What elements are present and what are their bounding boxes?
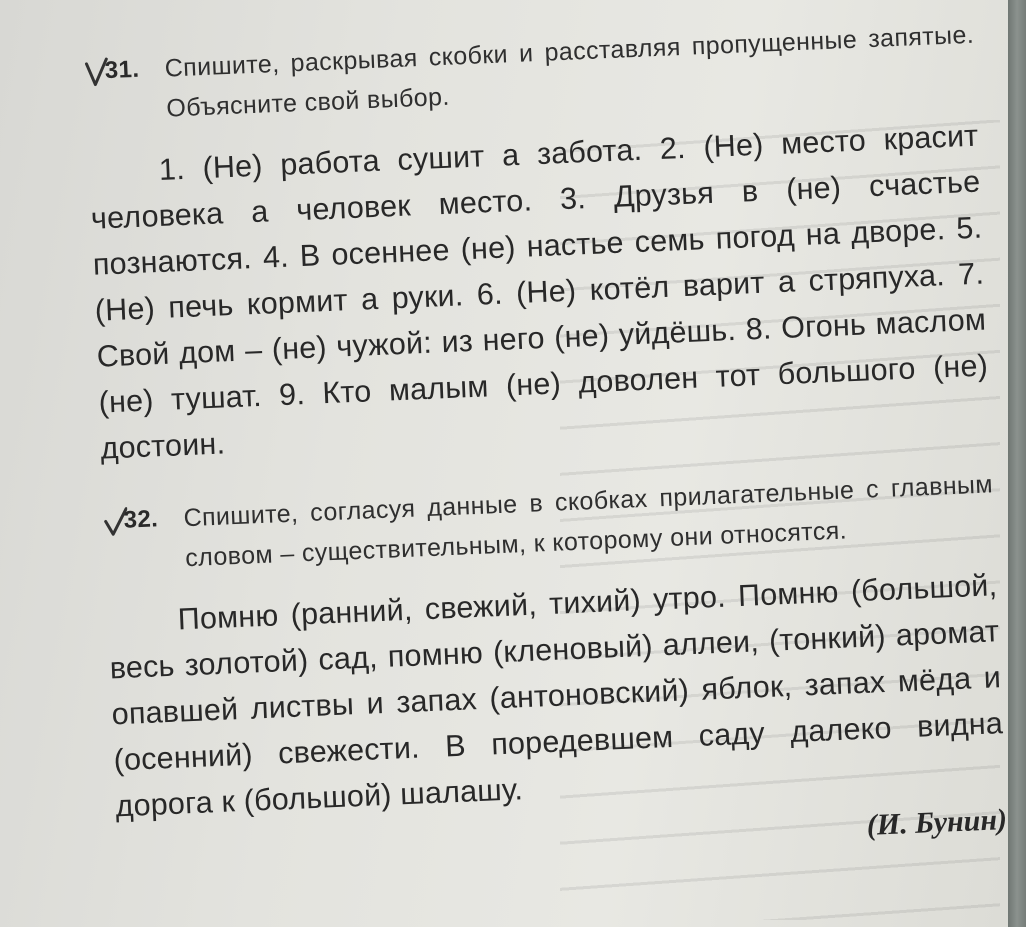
page-content bbox=[84, 15, 1008, 880]
page-edge-background bbox=[1008, 0, 1026, 927]
exercise-32-number: 32. bbox=[123, 505, 159, 534]
exercise-31-text: 1. (Не) работа сушит а забота. 2. (Не) место красит человека а человек место. 3. Друзья в (не) счастье познаются. 4. В осеннее (не) настье семь погод на дворе. 5. (Не) печь кормит а руки. 6. (Не) котёл варит а стряпуха. 7. Свой дом – (не) чужой: из него (не) уйдёшь. 8. Огонь маслом (не) тушат. 9. Кто малым (не) доволен тот большого (не) достоин. bbox=[90, 118, 989, 466]
exercise-32-text: Помню (ранний, свежий, тихий) утро. Помню (большой, весь золотой) сад, помню (кленовый) аллеи, (тонкий) аромат опавшей листвы и запах (антоновский) яблок, запах мёда и (осенний) свежести. В поредевшем саду далеко видна дорога к (большой) шалашу. bbox=[109, 568, 1004, 824]
exercise-32-header bbox=[103, 464, 996, 581]
exercise-31-number: 31. bbox=[104, 55, 140, 85]
exercise-31-header bbox=[84, 15, 977, 132]
exercise-32-author: (И. Бунин) bbox=[866, 803, 1008, 842]
exercise-31 bbox=[84, 15, 991, 472]
exercise-32 bbox=[103, 464, 1008, 879]
exercise-31-instruction: Спишите, раскрывая скобки и расставляя пропущенные запятые. Объясните свой выбор. bbox=[164, 20, 975, 123]
exercise-32-instruction: Спишите, согласуя данные в скобках прилагательные с главным словом – существительным, к которому они относятся. bbox=[183, 470, 994, 573]
